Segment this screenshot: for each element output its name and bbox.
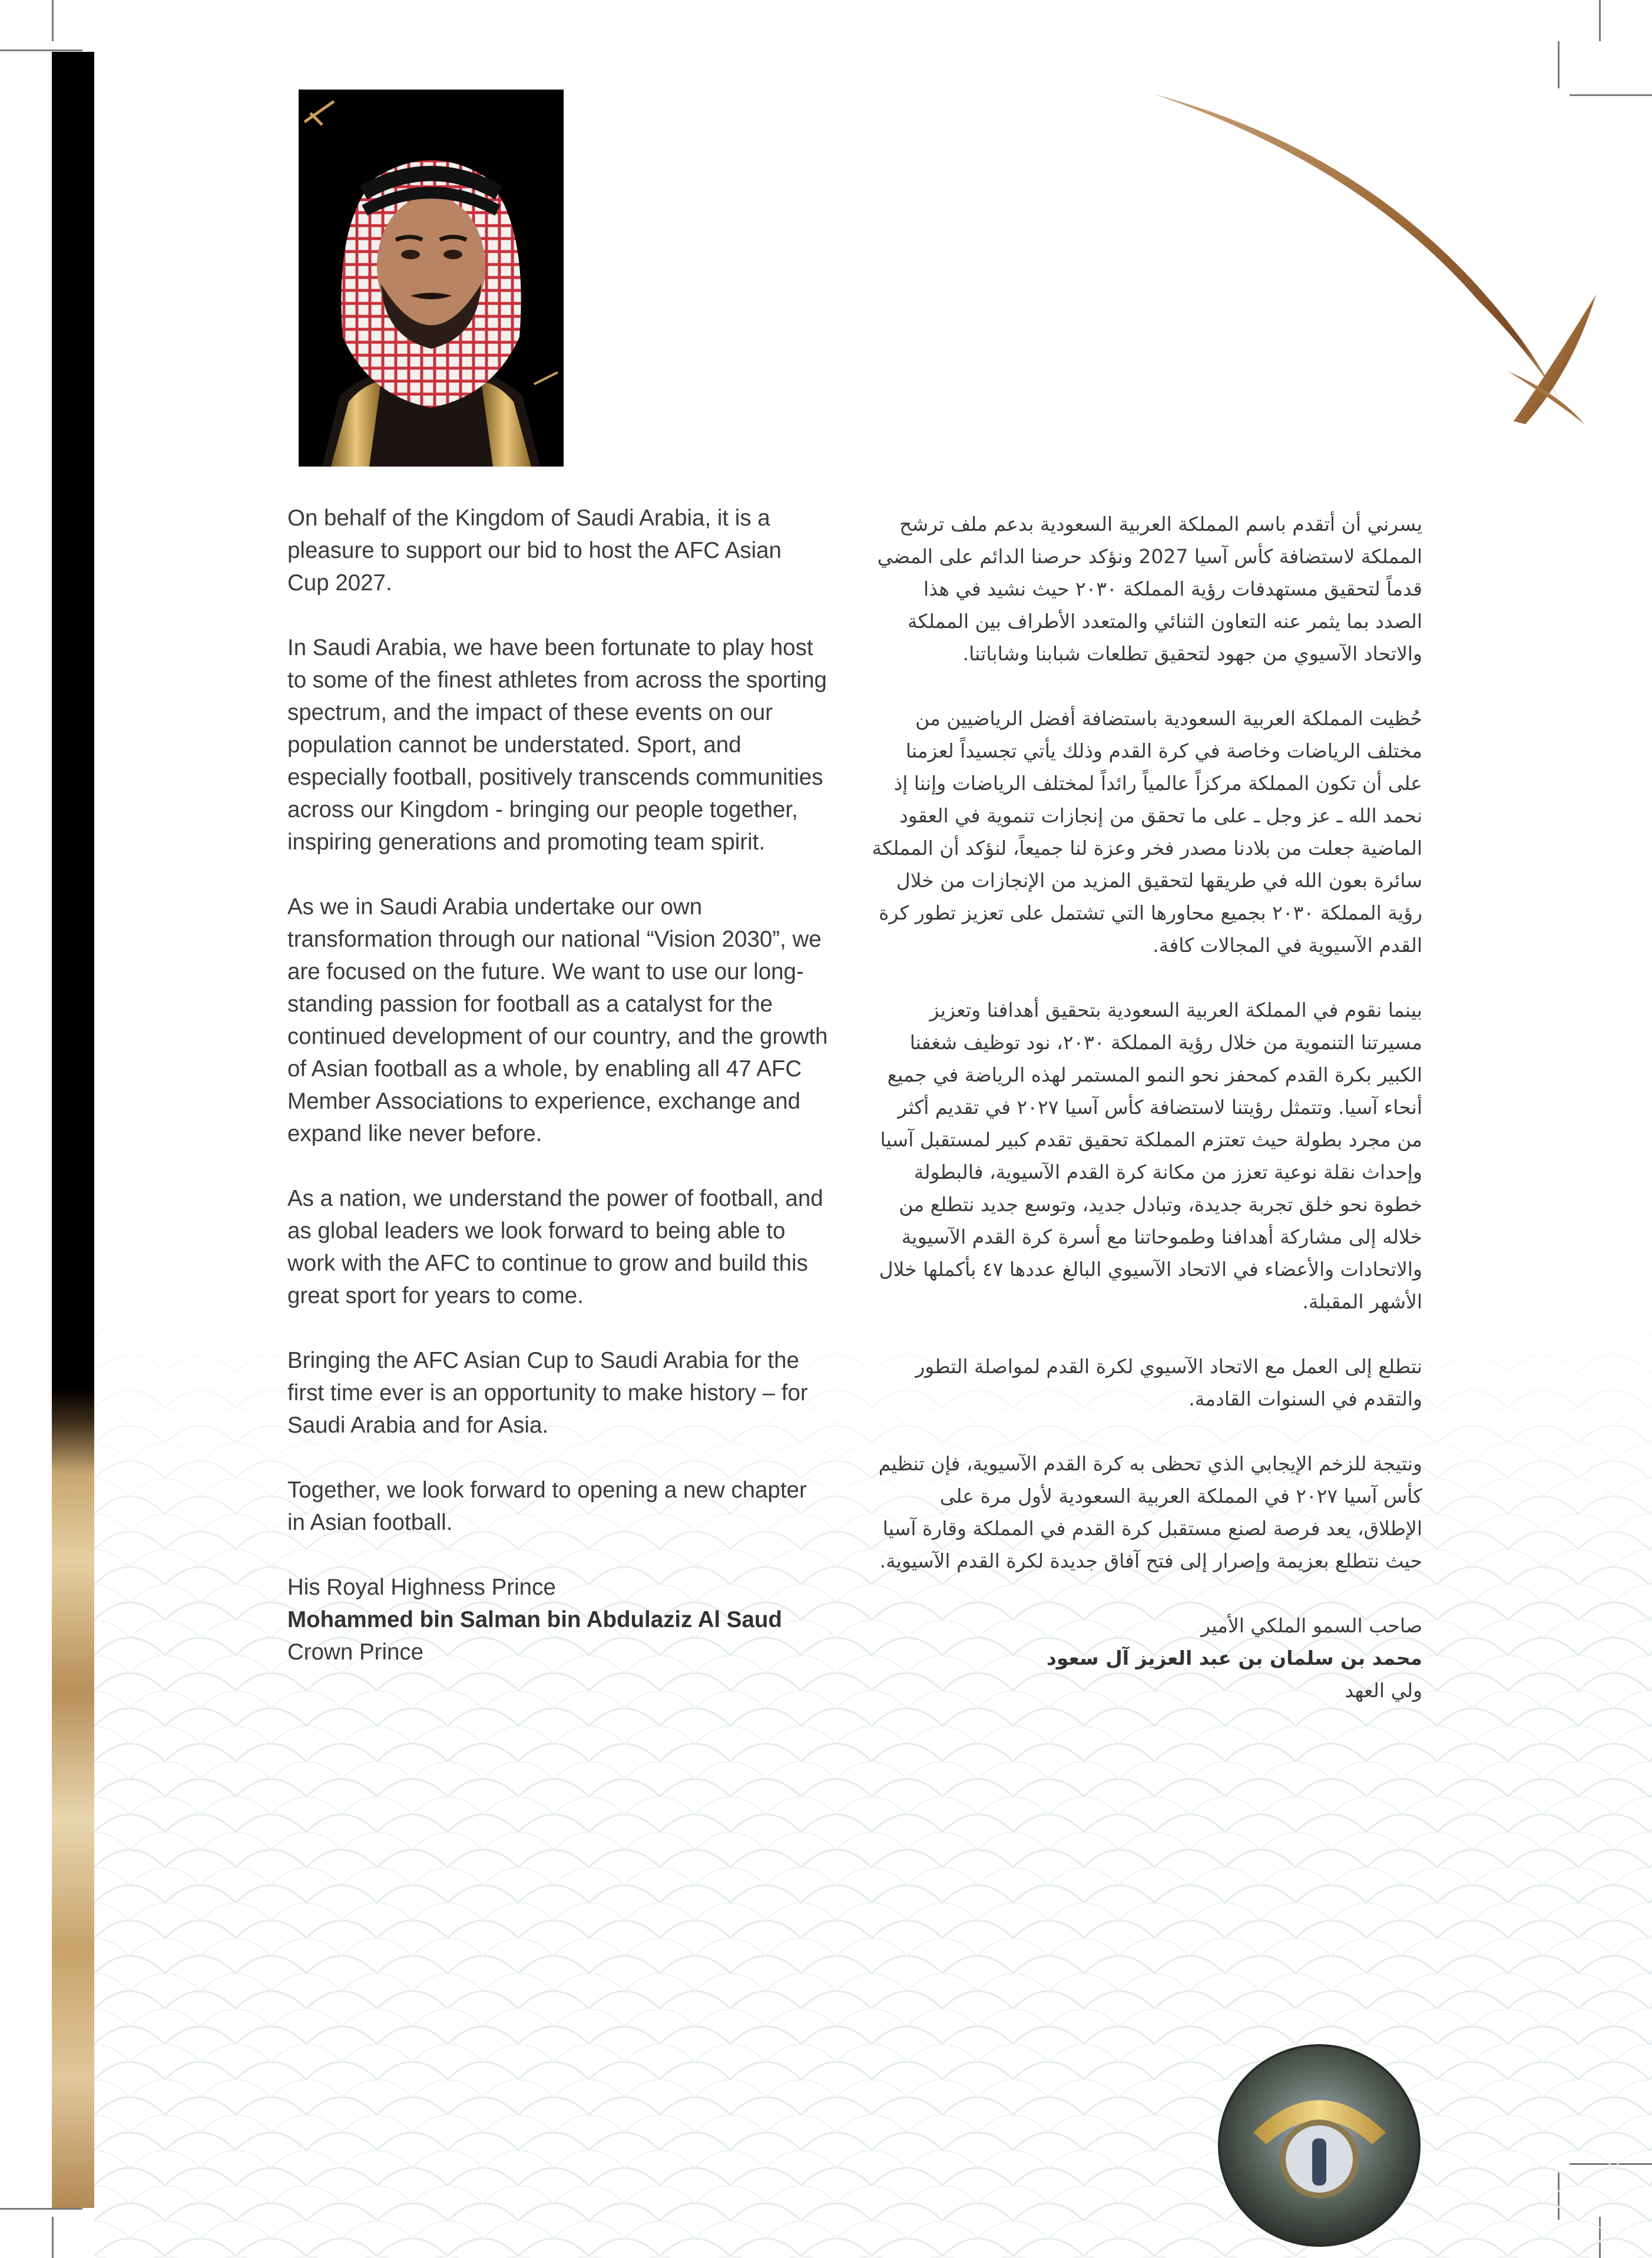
crop-mark <box>52 2217 54 2258</box>
arabic-message <box>872 508 1422 1707</box>
crop-mark <box>1558 41 1560 88</box>
english-paragraph: In Saudi Arabia, we have been fortunate to play host to some of the finest athletes from across the sporting spectrum, and the impact of these events on our population cannot be understated. Sport, and especially football, positively transcends communities across our Kingdom - bringing our people together, inspiring generations and promoting team spirit. <box>287 635 827 855</box>
english-paragraph: As a nation, we understand the power of football, and as global leaders we look forward to being able to work with the AFC to continue to grow and build this great sport for years to come. <box>287 1186 823 1308</box>
arabic-paragraph: بينما نقوم في المملكة العربية السعودية بتحقيق أهدافنا وتعزيز مسيرتنا التنموية من خلال رؤية المملكة ٢٠٣٠، نود توظيف شغفنا الكبير بكرة القدم كمحفز نحو النمو المستمر لهذه الرياضة في جميع أنحاء آسيا. وتتمثل رؤيتنا لاستضافة كأس آسيا ٢٠٢٧ في تقديم أكثر من مجرد بطولة حيث تعتزم المملكة تحقيق تقدم كبير لمستقبل آسيا وإحداث نقلة نوعية تعزز من مكانة كرة القدم الآسيوية، فالبطولة خطوة نحو خلق تجربة جديدة، وتبادل جديد، وتوسع جديد نتطلع من خلاله إلى مشاركة أهدافنا وطموحاتنا مع أسرة كرة القدم الآسيوية والاتحادات والأعضاء في الاتحاد الآسيوي البالغ عددها ٤٧ بأكملها خلال الأشهر المقبلة. <box>879 999 1422 1313</box>
arabic-paragraph: يسرني أن أتقدم باسم المملكة العربية السعودية بدعم ملف ترشح المملكة لاستضافة كأس آسيا 2027 ونؤكد حرصنا الدائم على المضي قدماً لتحقيق مستهدفات رؤية المملكة ٢٠٣٠ حيث نشيد في هذا الصدد بما يثمر عنه التعاون الثنائي والمتعدد الأطراف بين المملكة والاتحاد الآسيوي من جهود لتحقيق تطلعات شبابنا وشاباتنا. <box>877 513 1422 665</box>
crop-mark <box>52 0 54 41</box>
portrait-photo <box>299 90 564 467</box>
signature-title: Crown Prince <box>287 1639 424 1665</box>
arabic-signature <box>872 1609 1422 1707</box>
signature-honorific: His Royal Highness Prince <box>287 1575 556 1600</box>
signature-name: Mohammed bin Salman bin Abdulaziz Al Saud <box>287 1607 782 1632</box>
signature-title: ولي العهد <box>1345 1679 1422 1702</box>
arabic-paragraph: نتطلع إلى العمل مع الاتحاد الآسيوي لكرة القدم لمواصلة التطور والتقدم في السنوات القادمة. <box>915 1355 1422 1410</box>
gold-swoosh-ornament <box>1148 94 1602 424</box>
page-edge-bar <box>52 52 94 2208</box>
arabic-paragraph: حُظيت المملكة العربية السعودية باستضافة أفضل الرياضيين من مختلف الرياضات وخاصة في كرة القدم وذلك يأتي تجسيداً لعزمنا على أن تكون المملكة مركزاً عالمياً رائداً لمختلف الرياضات وإننا إذ نحمد الله ـ عز وجل ـ على ما تحقق من إنجازات تنموية في العقود الماضية جعلت من بلادنا مصدر فخر وعزة لنا جميعاً، لنؤكد أن المملكة سائرة بعون الله في طريقها لتحقيق المزيد من الإنجازات من خلال رؤية المملكة ٢٠٣٠ بجميع محاورها التي تشتمل على تعزيز تطور كرة القدم الآسيوية في المجالات كافة. <box>872 707 1422 957</box>
english-paragraph: Together, we look forward to opening a new chapter in Asian football. <box>287 1477 807 1535</box>
english-signature <box>287 1571 829 1668</box>
crop-mark <box>0 49 82 51</box>
english-paragraph: As we in Saudi Arabia undertake our own transformation through our national “Vision 2030”, we are focused on the future. We want to use our long-standing passion for football as a catalyst for the continued development of our country, and the growth of Asian football as a whole, by enabling all 47 AFC Member Associations to experience, exchange and expand like never before. <box>287 894 828 1146</box>
round-gold-emblem <box>1218 2044 1421 2247</box>
crop-mark <box>1599 0 1601 41</box>
english-paragraph: Bringing the AFC Asian Cup to Saudi Arabia for the first time ever is an opportunity to make history – for Saudi Arabia and for Asia. <box>287 1348 808 1438</box>
english-paragraph: On behalf of the Kingdom of Saudi Arabia, it is a pleasure to support our bid to host the AFC Asian Cup 2027. <box>287 505 782 596</box>
signature-honorific: صاحب السمو الملكي الأمير <box>1201 1614 1422 1637</box>
arabic-paragraph: ونتيجة للزخم الإيجابي الذي تحظى به كرة القدم الآسيوية، فإن تنظيم كأس آسيا ٢٠٢٧ في المملكة العربية السعودية لأول مرة على الإطلاق، يعد فرصة لصنع مستقبل كرة القدم في المملكة وقارة آسيا حيث نتطلع بعزيمة وإصرار إلى فتح آفاق جديدة لكرة القدم الآسيوية. <box>878 1452 1422 1572</box>
signature-name: محمد بن سلمان بن عبد العزيز آل سعود <box>1046 1647 1422 1669</box>
crop-mark <box>0 2208 82 2210</box>
english-message <box>287 502 829 1668</box>
